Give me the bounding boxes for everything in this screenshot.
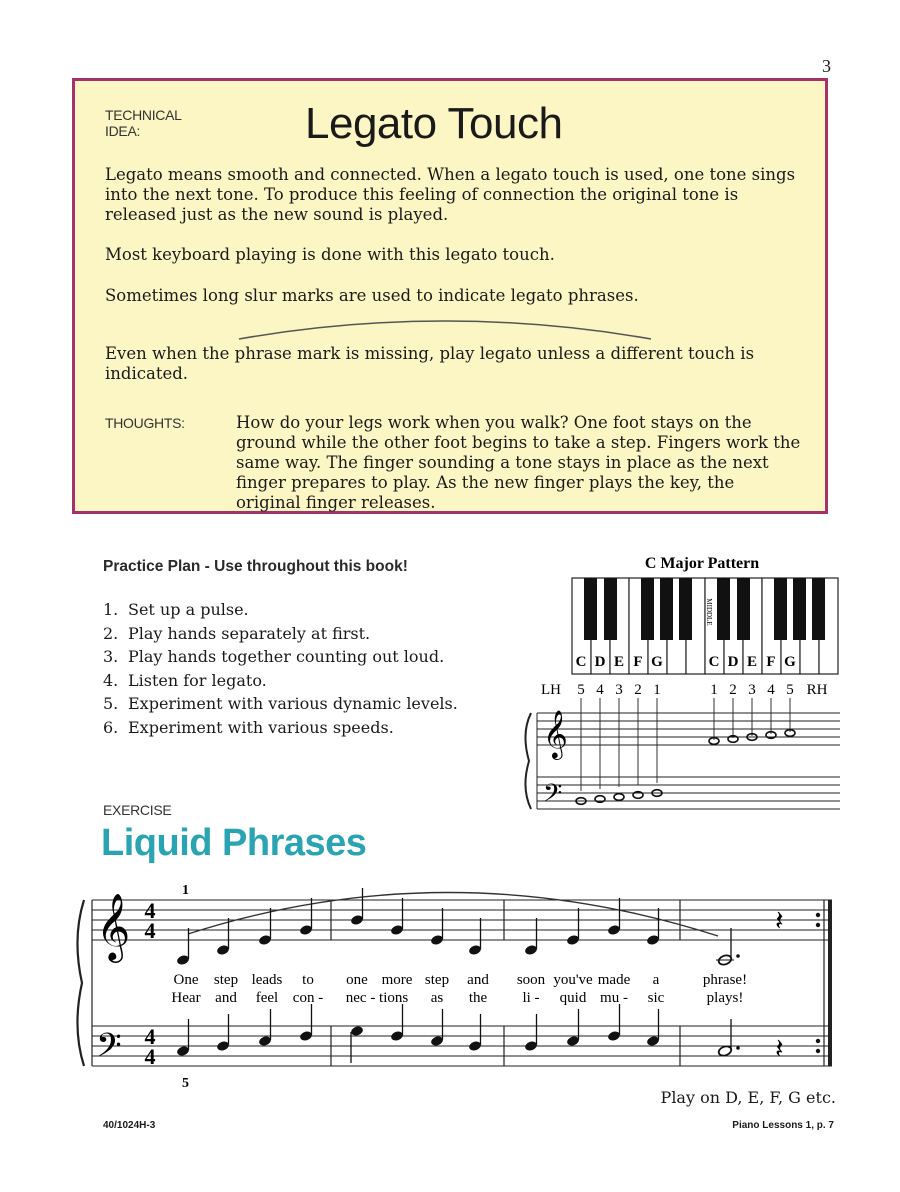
rh-finger: 4 [767,682,775,698]
thoughts-text: How do your legs work when you walk? One foot stays on the ground while the other foot begins to take a step. Fingers work the same way. The finger sounding a tone stays in place as the next finger prepares to play. As the new finger plays the key, the original finger releases. [236,413,801,512]
rh-finger: 5 [786,682,794,698]
bass-clef-icon: 𝄢 [543,780,563,813]
key-letter-left: F [633,654,643,670]
list-text: Play hands separately at first. [128,623,371,643]
middle-c-label: MIDDLE [705,598,713,626]
bass-time-bottom: 4 [144,1044,156,1069]
lh-finger: 3 [615,682,623,698]
lyric: quid [559,990,587,1006]
lyric: leads [251,972,283,988]
lyric: a [652,972,660,988]
list-text: Set up a pulse. [128,600,249,619]
quarter-rest-icon: 𝄽 [775,906,784,937]
bass-time-top: 4 [144,1024,156,1049]
list-text: Experiment with various dynamic levels. [128,694,458,713]
thoughts-label: THOUGHTS: [105,415,185,431]
list-item [103,716,458,740]
pattern-title: C Major Pattern [644,555,760,572]
list-item [103,692,458,716]
score-brace [77,900,84,1066]
lyric: mu - [600,990,628,1006]
key-letter-left: G [651,654,663,670]
lyric: and [467,972,489,988]
time-signatures [145,898,156,1069]
technical-idea-box [72,78,828,514]
bass-finger-number: 5 [182,1076,189,1090]
lyric: one [346,972,368,988]
c-major-pattern-figure [515,548,845,818]
lyric: plays! [706,990,744,1006]
repeat-dots [816,913,820,1053]
lyric: made [597,972,631,988]
rh-label: RH [806,682,828,698]
lyrics-line-1 [174,972,748,988]
treble-time-top: 4 [144,898,156,923]
key-letter-left: C [575,654,587,670]
technical-paragraph-2: Most keyboard playing is done with this legato touch. [105,245,555,264]
footer-reference: Piano Lessons 1, p. 7 [732,1120,834,1131]
lh-finger: 5 [577,682,585,698]
technical-title: Legato Touch [305,99,563,148]
lyric: as [430,990,444,1006]
lyric: nec - tions [345,990,409,1006]
lyric: soon [516,972,546,988]
lyric: Hear [171,990,201,1006]
list-text: Listen for legato. [128,670,267,690]
list-item [103,598,458,622]
lh-finger: 2 [634,682,642,698]
lyric: step [213,972,239,988]
lyric: con - [292,990,324,1006]
key-letter-right: F [766,654,776,670]
list-item [103,645,458,669]
finger-numbers [541,682,828,698]
exercise-title: Liquid Phrases [101,822,367,864]
treble-time-bottom: 4 [144,918,156,943]
key-letter-right: E [746,654,758,670]
list-number: 3. [103,647,119,666]
brace [525,713,531,809]
lyric: to [302,972,314,988]
key-letter-left: D [594,654,606,670]
list-number: 2. [103,623,119,643]
lyric: sic [647,990,665,1006]
quarter-rest-icon: 𝄽 [775,1034,784,1065]
list-number: 4. [103,670,119,690]
list-text: Experiment with various speeds. [128,717,394,737]
treble-clef-icon: 𝄞 [96,894,131,959]
list-number: 5. [103,694,119,713]
lyric: One [173,972,199,988]
practice-plan-title: Practice Plan - Use throughout this book! [103,558,408,575]
technical-idea-label: TECHNICAL IDEA: [105,107,182,139]
footer-code: 40/1024H-3 [103,1120,156,1131]
treble-finger-number: 1 [182,883,189,898]
technical-paragraph-3: Sometimes long slur marks are used to indicate legato phrases. [105,286,639,305]
exercise-label: EXERCISE [103,802,172,818]
lh-finger: 4 [596,682,604,698]
lyric: more [381,972,413,988]
list-text: Play hands together counting out loud. [128,647,445,666]
phrase-slur [188,892,718,936]
lh-label: LH [541,682,561,698]
treble-clef-icon: 𝄞 [543,712,568,758]
lyric: and [215,990,237,1006]
lyric: you've [553,972,593,988]
liquid-phrases-score [70,878,840,1090]
bass-clef-icon: 𝄢 [96,1027,122,1072]
list-number: 6. [103,717,119,737]
practice-plan-list [103,598,458,739]
list-item [103,622,458,646]
lyric: step [424,972,450,988]
pattern-staff [537,713,840,809]
technical-paragraph-1: Legato means smooth and connected. When a legato touch is used, one tone sings into the next tone. To produce this feeling of connection the original tone is released just as the new sound is played. [105,165,796,224]
lh-finger: 1 [653,682,661,698]
technical-paragraph-4: Even when the phrase mark is missing, play legato unless a different touch is indicated. [105,344,755,383]
rh-finger: 3 [748,682,756,698]
slur-mark-illustration [235,309,655,343]
rh-finger: 1 [710,682,718,698]
lyric: li - [522,990,540,1006]
list-number: 1. [103,600,119,619]
key-letter-right: C [708,654,720,670]
key-letter-left: E [613,654,625,670]
bass-notes [176,1004,740,1063]
page-number: 3 [822,56,831,76]
lyric: feel [255,990,279,1006]
rh-finger: 2 [729,682,737,698]
play-on-note: Play on D, E, F, G etc. [660,1088,836,1107]
key-letter-right: G [784,654,796,670]
lyric: phrase! [702,972,748,988]
lyric: the [468,990,488,1006]
key-letter-right: D [727,654,739,670]
lyrics-line-2 [171,990,743,1006]
list-item [103,669,458,693]
